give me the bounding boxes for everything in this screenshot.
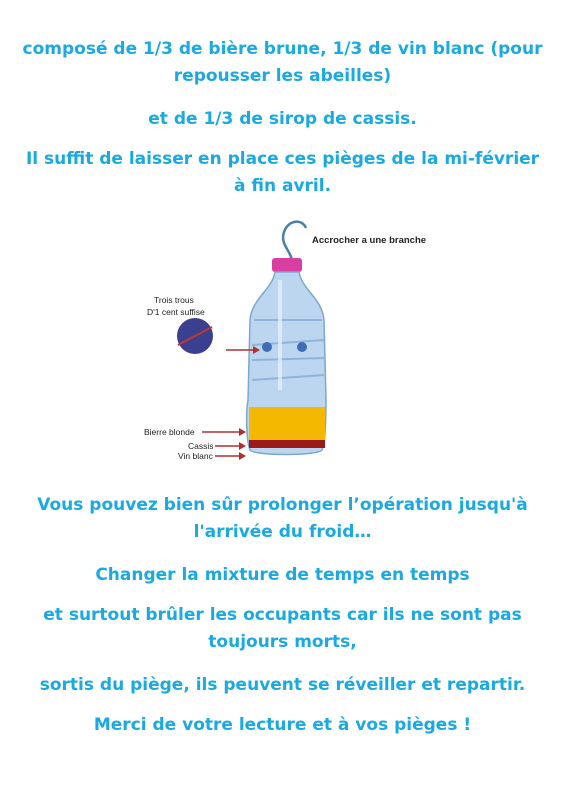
- holes-label-1: Trois trous: [154, 295, 194, 305]
- paragraph-cassis: et de 1/3 de sirop de cassis.: [148, 109, 417, 129]
- hook-wire: [283, 222, 306, 260]
- paragraph-wake: sortis du piège, ils peuvent se réveiller et repartir.: [39, 675, 526, 695]
- bottle-trap-illustration: [130, 210, 440, 470]
- paragraph-prolong: Vous pouvez bien sûr prolonger l’opération jusqu'à l'arrivée du froid…: [37, 495, 528, 542]
- hole-left: [262, 342, 272, 352]
- label-biere: Bierre blonde: [144, 427, 195, 437]
- bottle-cap: [272, 258, 302, 272]
- label-vin: Vin blanc: [178, 451, 213, 461]
- hang-label: Accrocher a une branche: [312, 235, 427, 246]
- paragraph-burn: et surtout brûler les occupants car ils ne sont pas toujours morts,: [43, 605, 522, 652]
- paragraph-thanks: Merci de votre lecture et à vos pièges !: [93, 715, 472, 735]
- hole-right: [297, 342, 307, 352]
- cassis-layer: [249, 440, 325, 448]
- beer-layer: [249, 407, 325, 440]
- paragraph-period: Il suffit de laisser en place ces pièges de la mi-février à fin avril.: [25, 149, 540, 196]
- paragraph-mixture: composé de 1/3 de bière brune, 1/3 de vin blanc (pour repousser les abeilles): [22, 39, 543, 86]
- holes-label-2: D'1 cent suffise: [147, 307, 205, 317]
- paragraph-change: Changer la mixture de temps en temps: [95, 565, 470, 585]
- label-cassis: Cassis: [188, 441, 214, 451]
